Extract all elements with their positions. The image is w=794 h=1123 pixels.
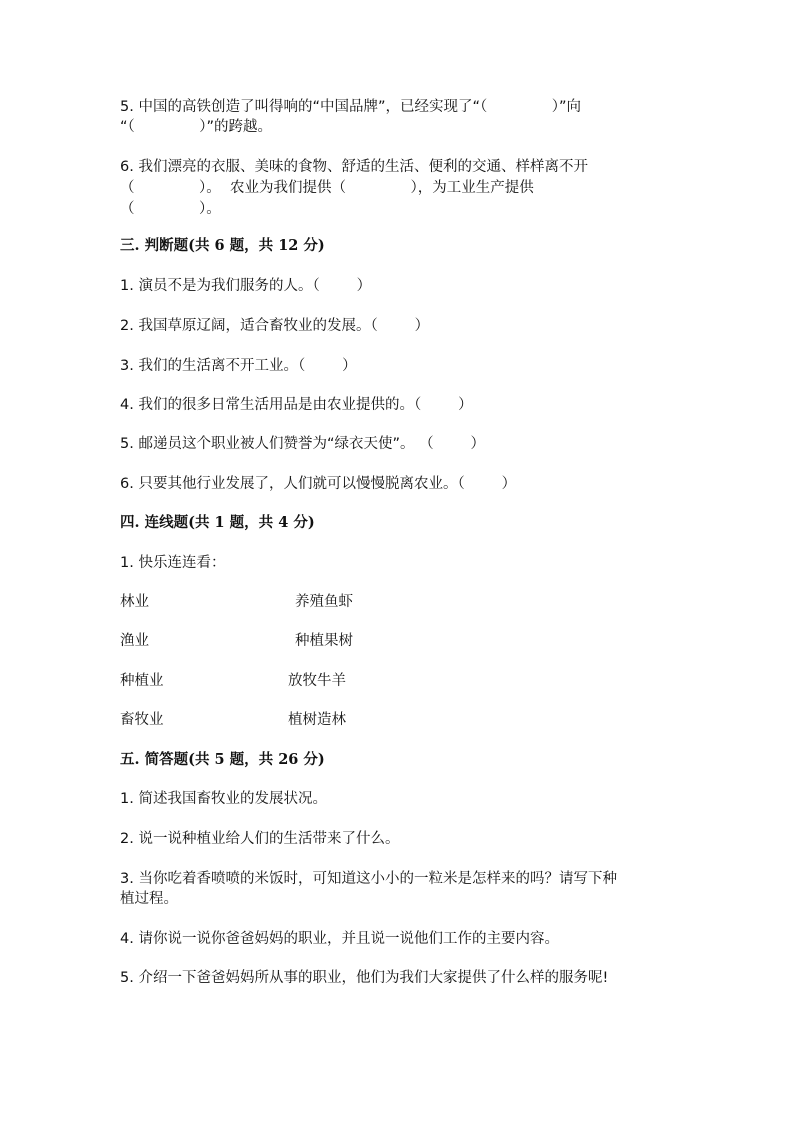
judgement-item: 5. 邮递员这个职业被人们赞誉为“绿衣天使”。 （ ） (120, 436, 485, 452)
fill-in-q5-line1: 5. 中国的高铁创造了叫得响的“中国品牌”，已经实现了“（ ）”向 (120, 99, 582, 115)
judgement-item: 1. 演员不是为我们服务的人。（ ） (120, 278, 372, 294)
fill-in-q5-line2: “（ ）”的跨越。 (120, 119, 273, 135)
matching-left-item: 畜牧业 (120, 712, 164, 728)
short-answer-q5: 5. 介绍一下爸爸妈妈所从事的职业，他们为我们大家提供了什么样的服务呢! (120, 970, 609, 986)
judgement-item: 4. 我们的很多日常生活用品是由农业提供的。（ ） (120, 397, 473, 413)
judgement-item: 2. 我国草原辽阔，适合畜牧业的发展。（ ） (120, 318, 430, 334)
matching-left-item: 渔业 (120, 633, 149, 649)
matching-right-item: 植树造林 (288, 712, 346, 728)
judgement-item: 6. 只要其他行业发展了，人们就可以慢慢脱离农业。（ ） (120, 476, 517, 492)
matching-question: 1. 快乐连连看： (120, 555, 226, 571)
short-answer-q3-line2: 植过程。 (120, 891, 178, 907)
section-heading-judgement: 三. 判断题(共 6 题，共 12 分) (120, 237, 325, 254)
short-answer-q2: 2. 说一说种植业给人们的生活带来了什么。 (120, 831, 400, 847)
judgement-item: 3. 我们的生活离不开工业。（ ） (120, 358, 357, 374)
matching-right-item: 养殖鱼虾 (295, 594, 353, 610)
short-answer-q3-line1: 3. 当你吃着香喷喷的米饭时，可知道这小小的一粒米是怎样来的吗？请写下种 (120, 871, 617, 887)
section-heading-matching: 四. 连线题(共 1 题，共 4 分) (120, 514, 315, 531)
fill-in-q6-line1: 6. 我们漂亮的衣服、美味的食物、舒适的生活、便利的交通、样样离不开 (120, 159, 588, 175)
short-answer-q1: 1. 简述我国畜牧业的发展状况。 (120, 791, 327, 807)
matching-right-item: 种植果树 (295, 633, 353, 649)
short-answer-q4: 4. 请你说一说你爸爸妈妈的职业，并且说一说他们工作的主要内容。 (120, 931, 559, 947)
matching-left-item: 林业 (120, 594, 149, 610)
matching-right-item: 放牧牛羊 (288, 673, 346, 689)
fill-in-q6-line3: （ ）。 (120, 201, 221, 217)
fill-in-q6-line2: （ ）。 农业为我们提供（ ），为工业生产提供 (120, 180, 534, 196)
section-heading-short-answer: 五. 简答题(共 5 题，共 26 分) (120, 751, 325, 768)
matching-left-item: 种植业 (120, 673, 164, 689)
